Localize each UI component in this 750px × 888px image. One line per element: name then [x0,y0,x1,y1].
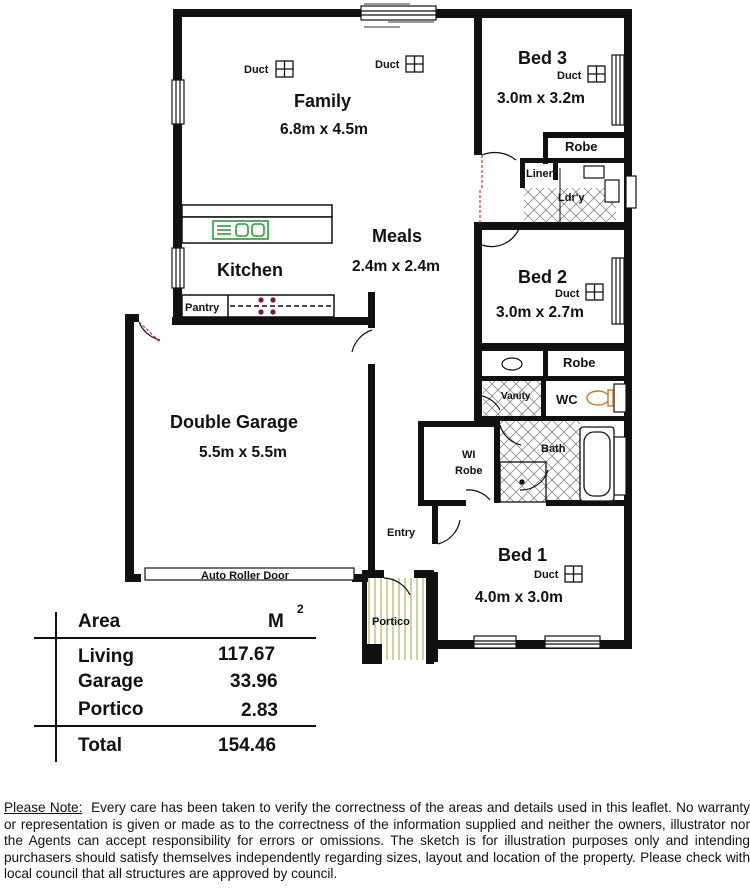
disclaimer-note [4,800,750,883]
room-name-vanity: Vanity [501,391,531,402]
roller-door-label: Auto Roller Door [201,570,289,582]
basin-icon [502,358,522,370]
room-name-meals: Meals [372,226,423,246]
bathtub-icon [580,427,614,501]
room-name-wc: WC [556,392,578,407]
room-name-entry: Entry [387,527,416,539]
duct-label-family: Duct [244,64,269,76]
area-header-unit-sup: 2 [297,602,304,616]
duct-label-bed2: Duct [555,288,580,300]
area-table [34,602,316,762]
room-name-portico: Portico [372,616,410,628]
room-name-bed1: Bed 1 [498,545,548,565]
room-name-family: Family [294,91,352,111]
room-name-pantry: Pantry [185,302,220,314]
room-size-garage: 5.5m x 5.5m [199,444,287,461]
toilet-icon [587,390,613,406]
room-size-bed1: 4.0m x 3.0m [475,589,563,606]
area-total-label: Total [78,735,122,756]
room-name-wi-robe-line2: Robe [455,465,483,477]
duct-label-bed3: Duct [557,70,582,82]
walls [125,9,632,664]
room-name-kitchen: Kitchen [217,260,284,280]
area-header-unit: M [268,611,284,632]
room-name-bed3: Bed 3 [518,48,568,68]
area-row-label: Portico [78,699,144,720]
room-size-family: 6.8m x 4.5m [280,121,368,138]
area-header-label: Area [78,611,121,632]
room-name-robe-1: Robe [565,139,598,154]
room-size-bed2: 3.0m x 2.7m [496,304,584,321]
room-name-wi-robe-line1: WI [462,449,476,461]
bath-floor [500,420,580,502]
room-name-robe-2: Robe [563,355,596,370]
kitchen-overhead-bench [182,205,332,217]
area-row-value: 33.96 [230,671,278,692]
duct-label-family-2: Duct [375,59,400,71]
area-row-value: 117.67 [218,644,276,665]
room-name-garage: Double Garage [170,412,299,432]
area-row-label: Living [78,646,134,667]
room-name-bath: Bath [541,443,566,455]
room-name-linen: Linen [526,168,556,180]
room-size-meals: 2.4m x 2.4m [352,258,440,275]
room-size-bed3: 3.0m x 3.2m [497,90,585,107]
area-row-value: 2.83 [241,700,278,721]
disclaimer-heading: Please Note: [4,800,83,815]
room-name-bed2: Bed 2 [518,267,568,287]
area-row-label: Garage [78,671,144,692]
room-name-laundry: Ldr'y [558,192,585,204]
duct-label-bed1: Duct [534,569,559,581]
disclaimer-body: Every care has been taken to verify the correctness of the areas and details used in this leaflet. No warranty or representation is given or made as to the correctness of the information supplied and neither the owners, illustrator nor the Agents can accept responsibility for errors or omissions. The sketch is for illustration purposes only and intending purchasers should satisfy themselves independently regarding sizes, layout and location of the property. Please check with local council that all structures are approved by council. [4,800,750,882]
area-total-value: 154.46 [218,735,277,756]
